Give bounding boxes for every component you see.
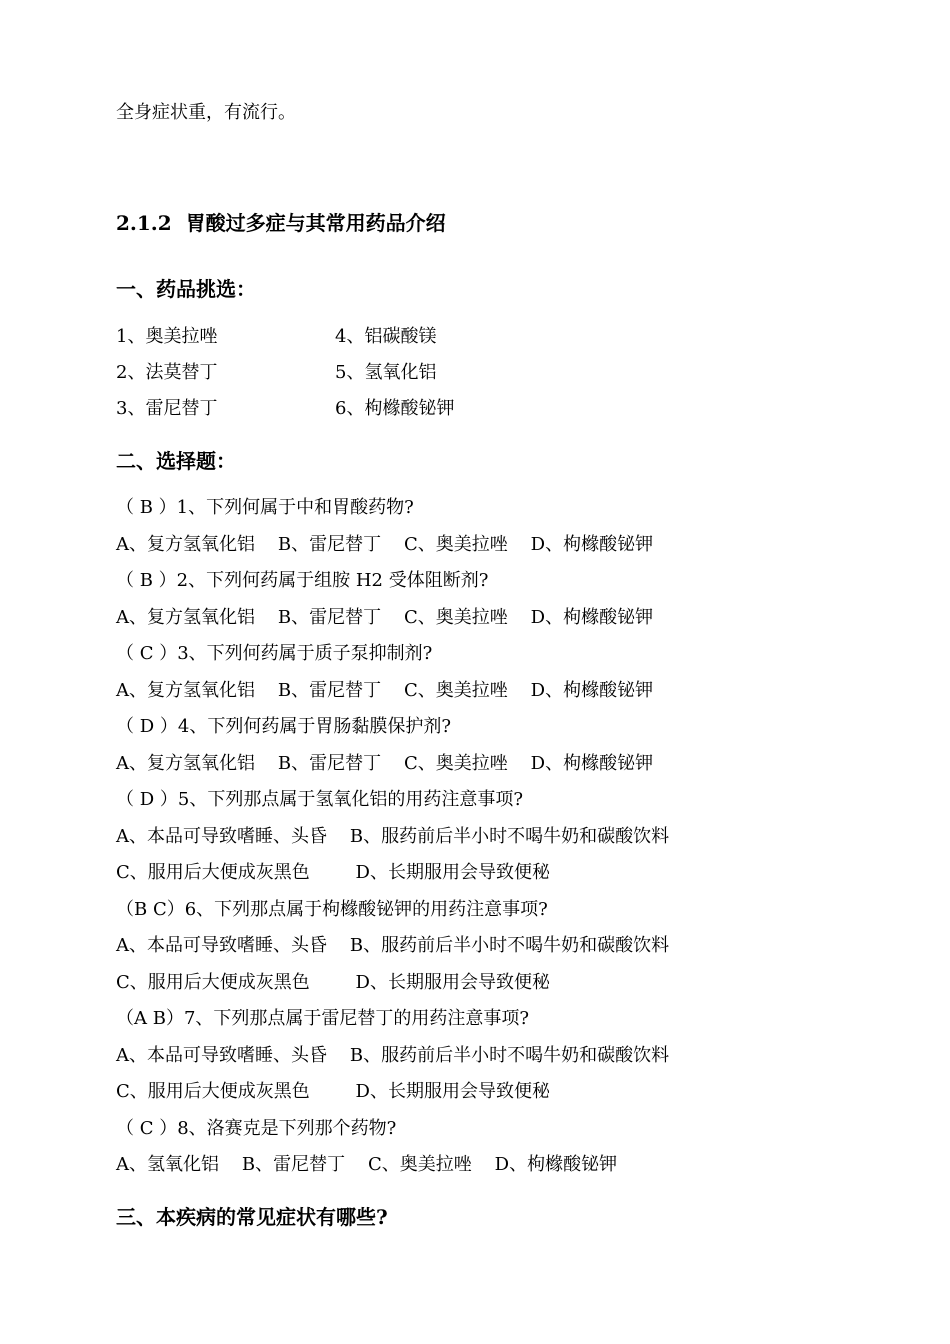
question-6: （B C）6、下列那点属于枸橼酸铋钾的用药注意事项? xyxy=(116,899,548,920)
options-6-row2: C、服用后大便成灰黑色 D、长期服用会导致便秘 xyxy=(116,972,550,993)
question-1: （ B ）1、下列何属于中和胃酸药物? xyxy=(116,497,414,518)
options-5-row1: A、本品可导致嗜睡、头昏 B、服药前后半小时不喝牛奶和碳酸饮料 xyxy=(116,826,670,847)
part1-title: 一、药品挑选： xyxy=(116,277,256,301)
options-5-row2: C、服用后大便成灰黑色 D、长期服用会导致便秘 xyxy=(116,862,550,883)
question-5: （ D ）5、下列那点属于氢氧化铝的用药注意事项? xyxy=(116,789,523,810)
options-7-row1: A、本品可导致嗜睡、头昏 B、服药前后半小时不喝牛奶和碳酸饮料 xyxy=(116,1045,670,1066)
section-title: 2.1.2 胃酸过多症与其常用药品介绍 xyxy=(116,211,446,235)
question-2: （ B ）2、下列何药属于组胺 H2 受体阻断剂? xyxy=(116,570,489,591)
question-7: （A B）7、下列那点属于雷尼替丁的用药注意事项? xyxy=(116,1008,530,1029)
part2-title: 二、选择题： xyxy=(116,449,236,473)
options-4: A、复方氢氧化铝 B、雷尼替丁 C、奥美拉唑 D、枸橼酸铋钾 xyxy=(116,753,654,774)
drug-item-4: 4、铝碳酸镁 xyxy=(335,326,437,347)
drug-item-3: 3、雷尼替丁 xyxy=(116,398,218,419)
drug-item-5: 5、氢氧化铝 xyxy=(335,362,437,383)
question-4: （ D ）4、下列何药属于胃肠黏膜保护剂? xyxy=(116,716,451,737)
question-8: （ C ）8、洛赛克是下列那个药物? xyxy=(116,1118,397,1139)
options-1: A、复方氢氧化铝 B、雷尼替丁 C、奥美拉唑 D、枸橼酸铋钾 xyxy=(116,534,654,555)
options-7-row2: C、服用后大便成灰黑色 D、长期服用会导致便秘 xyxy=(116,1081,550,1102)
options-3: A、复方氢氧化铝 B、雷尼替丁 C、奥美拉唑 D、枸橼酸铋钾 xyxy=(116,680,654,701)
options-2: A、复方氢氧化铝 B、雷尼替丁 C、奥美拉唑 D、枸橼酸铋钾 xyxy=(116,607,654,628)
intro-tail-text: 全身症状重，有流行。 xyxy=(116,102,296,123)
question-3: （ C ）3、下列何药属于质子泵抑制剂? xyxy=(116,643,433,664)
options-8: A、氢氧化铝 B、雷尼替丁 C、奥美拉唑 D、枸橼酸铋钾 xyxy=(116,1154,618,1175)
part3-title: 三、本疾病的常见症状有哪些? xyxy=(116,1205,388,1229)
drug-item-2: 2、法莫替丁 xyxy=(116,362,218,383)
options-6-row1: A、本品可导致嗜睡、头昏 B、服药前后半小时不喝牛奶和碳酸饮料 xyxy=(116,935,670,956)
drug-item-1: 1、奥美拉唑 xyxy=(116,326,218,347)
drug-item-6: 6、枸橼酸铋钾 xyxy=(335,398,455,419)
